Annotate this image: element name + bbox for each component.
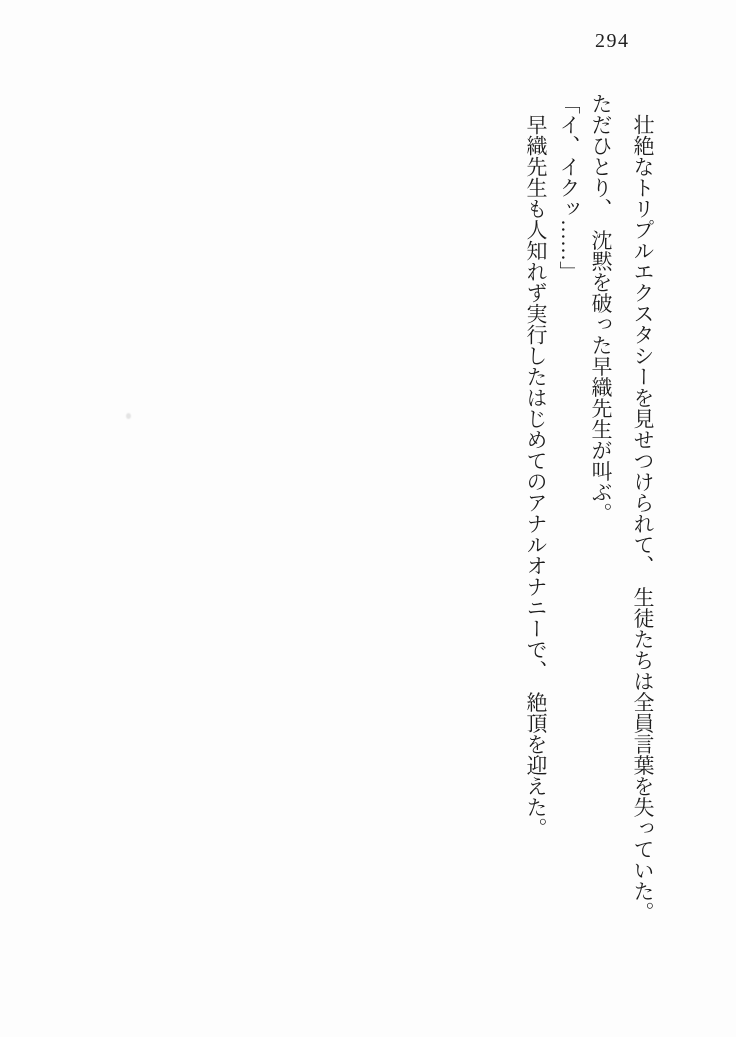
paragraph-line-3: 早織先生も人知れず実行したはじめてのアナルオナニーで、 絶頂を迎えた。	[524, 93, 548, 839]
paragraph-line-1: 壮絶なトリプルエクスタシーを見せつけられて、 生徒たちは全員言葉を失っていた。	[631, 93, 655, 923]
dialogue-line: 「イ、イクッ……」	[557, 93, 581, 282]
scan-artifact-speck	[126, 413, 131, 419]
paragraph-line-2: ただひとり、 沈黙を破った早織先生が叫ぶ。	[589, 93, 613, 524]
page-number: 294	[595, 30, 630, 52]
